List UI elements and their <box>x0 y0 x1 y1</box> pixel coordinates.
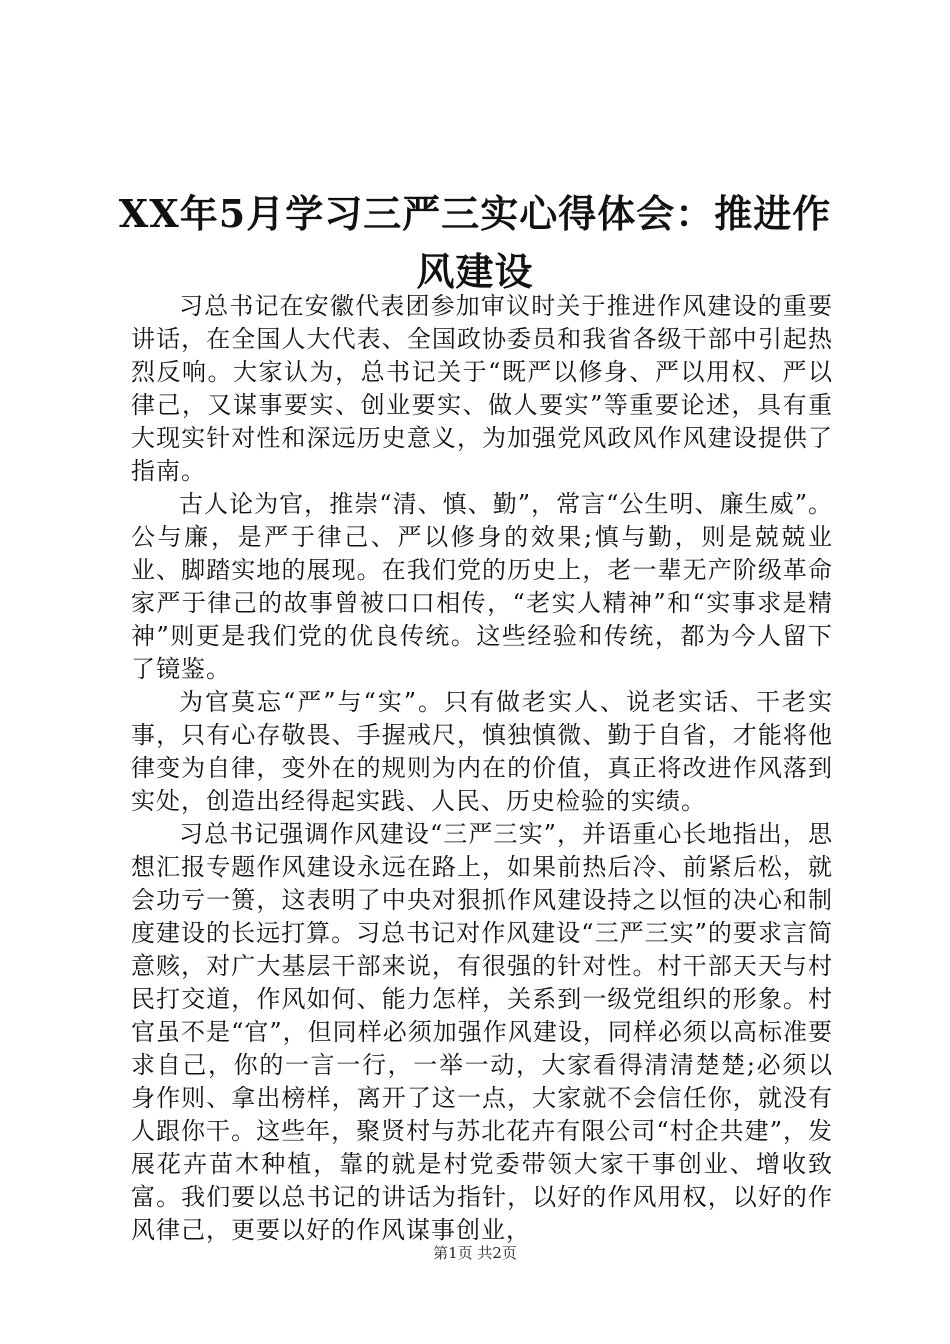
paragraph: 古人论为官，推崇“清、慎、勤”，常言“公生明、廉生威”。公与廉，是严于律己、严以修身的效果;慎与勤，则是兢兢业业、脚踏实地的展现。在我们党的历史上，老一辈无产阶级革命家严于律己的故事曾被口口相传，“老实人精神”和“实事求是精神”则更是我们党的优良传统。这些经验和传统，都为今人留下了镜鉴。 <box>131 490 833 683</box>
document-body <box>131 290 833 1247</box>
paragraph: 习总书记强调作风建设“三严三实”，并语重心长地指出，思想汇报专题作风建设永远在路上，如果前热后冷、前紧后松，就会功亏一篑，这表明了中央对狠抓作风建设持之以恒的决心和制度建设的长远打算。习总书记对作风建设“三严三实”的要求言简意赅，对广大基层干部来说，有很强的针对性。村干部天天与村民打交道，作风如何、能力怎样，关系到一级党组织的形象。村官虽不是“官”，但同样必须加强作风建设，同样必须以高标准要求自己，你的一言一行，一举一动，大家看得清清楚楚;必须以身作则、拿出榜样，离开了这一点，大家就不会信任你，就没有人跟你干。这些年，聚贤村与苏北花卉有限公司“村企共建”，发展花卉苗木种植，靠的就是村党委带领大家干事创业、增收致富。我们要以总书记的讲话为指针，以好的作风用权，以好的作风律己，更要以好的作风谋事创业， <box>131 820 833 1244</box>
paragraph: 为官莫忘“严”与“实”。只有做老实人、说老实话、干老实事，只有心存敬畏、手握戒尺，慎独慎微、勤于自省，才能将他律变为自律，变外在的规则为内在的价值，真正将改进作风落到实处，创造出经得起实践、人民、历史检验的实绩。 <box>131 688 833 815</box>
page-number-footer: 第1页 共2页 <box>433 1244 517 1262</box>
paragraph: 习总书记在安徽代表团参加审议时关于推进作风建设的重要讲话，在全国人大代表、全国政协委员和我省各级干部中引起热烈反响。大家认为，总书记关于“既严以修身、严以用权、严以律己，又谋事要实、创业要实、做人要实”等重要论述，具有重大现实针对性和深远历史意义，为加强党风政风作风建设提供了指南。 <box>131 292 833 485</box>
document-title: XX年5月学习三严三实心得体会：推进作风建设 <box>118 191 832 295</box>
